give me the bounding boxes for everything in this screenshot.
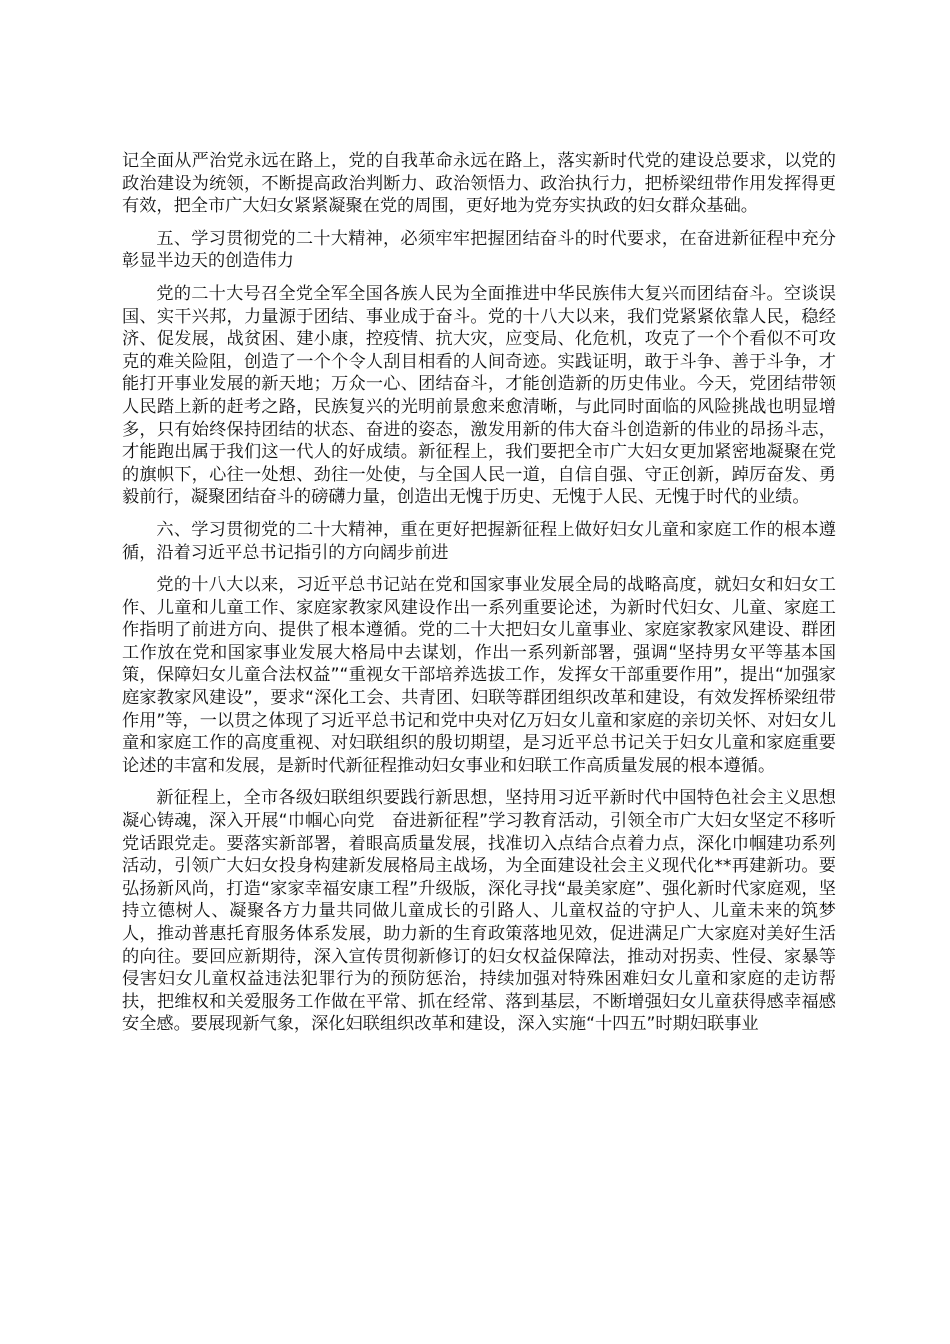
section-heading-5: 五、学习贯彻党的二十大精神，必须牢牢把握团结奋斗的时代要求，在奋进新征程中充分彰显半边天的创造伟力 <box>122 228 836 272</box>
paragraph-unity-struggle: 党的二十大号召全党全军全国各族人民为全面推进中华民族伟大复兴而团结奋斗。空谈误国、实干兴邦，力量源于团结、事业成于奋斗。党的十八大以来，我们党紧紧依靠人民，稳经济、促发展，战贫困、建小康，控疫情、抗大灾，应变局、化危机，攻克了一个个看似不可攻克的难关险阻，创造了一个个令人刮目相看的人间奇迹。实践证明，敢于斗争、善于斗争，才能打开事业发展的新天地；万众一心、团结奋斗，才能创造新的历史伟业。今天，党团结带领人民踏上新的赶考之路，民族复兴的光明前景愈来愈清晰，与此同时面临的风险挑战也明显增多，只有始终保持团结的状态、奋进的姿态，激发用新的伟大奋斗创造新的伟业的昂扬斗志，才能跑出属于我们这一代人的好成绩。新征程上，我们要把全市广大妇女更加紧密地凝聚在党的旗帜下，心往一处想、劲往一处使，与全国人民一道，自信自强、守正创新，踔厉奋发、勇毅前行，凝聚团结奋斗的磅礴力量，创造出无愧于历史、无愧于人民、无愧于时代的业绩。 <box>122 283 836 508</box>
paragraph-continuation: 记全面从严治党永远在路上，党的自我革命永远在路上，落实新时代党的建设总要求，以党的政治建设为统领，不断提高政治判断力、政治领悟力、政治执行力，把桥梁纽带作用发挥得更有效，把全市广大妇女紧紧凝聚在党的周围，更好地为党夯实执政的妇女群众基础。 <box>122 151 836 217</box>
paragraph-fundamental-principles: 党的十八大以来，习近平总书记站在党和国家事业发展全局的战略高度，就妇女和妇女工作、儿童和儿童工作、家庭家教家风建设作出一系列重要论述，为新时代妇女、儿童、家庭工作指明了前进方向、提供了根本遵循。党的二十大把妇女儿童事业、家庭家教家风建设、群团工作放在党和国家事业发展大格局中去谋划，作出一系列新部署，强调“坚持男女平等基本国策，保障妇女儿童合法权益”“重视女干部培养选拔工作，发挥女干部重要作用”，提出“加强家庭家教家风建设”，要求“深化工会、共青团、妇联等群团组织改革和建设，有效发挥桥梁纽带作用”等，一以贯之体现了习近平总书记和党中央对亿万妇女儿童和家庭的亲切关怀、对妇女儿童和家庭工作的高度重视、对妇联组织的殷切期望，是习近平总书记关于妇女儿童和家庭重要论述的丰富和发展，是新时代新征程推动妇女事业和妇联工作高质量发展的根本遵循。 <box>122 575 836 776</box>
document-page <box>122 150 836 1046</box>
paragraph-new-journey: 新征程上，全市各级妇联组织要践行新思想，坚持用习近平新时代中国特色社会主义思想凝心铸魂，深入开展“巾帼心向党 奋进新征程”学习教育活动，引领全市广大妇女坚定不移听党话跟党走。要落实新部署，着眼高质量发展，找准切入点结合点着力点，深化巾帼建功系列活动，引领广大妇女投身构建新发展格局主战场，为全面建设社会主义现代化**再建新功。要弘扬新风尚，打造“家家幸福安康工程”升级版，深化寻找“最美家庭”、强化新时代家庭观，坚持立德树人、凝聚各方力量共同做儿童成长的引路人、儿童权益的守护人、儿童未来的筑梦人，推动普惠托育服务体系发展，助力新的生育政策落地见效，促进满足广大家庭对美好生活的向往。要回应新期待，深入宣传贯彻新修订的妇女权益保障法，推动对拐卖、性侵、家暴等侵害妇女儿童权益违法犯罪行为的预防惩治，持续加强对特殊困难妇女儿童和家庭的走访帮扶，把维权和关爱服务工作做在平常、抓在经常、落到基层，不断增强妇女儿童获得感幸福感安全感。要展现新气象，深化妇联组织改革和建设，深入实施“十四五”时期妇联事业 <box>122 788 836 1035</box>
section-heading-6: 六、学习贯彻党的二十大精神，重在更好把握新征程上做好妇女儿童和家庭工作的根本遵循，沿着习近平总书记指引的方向阔步前进 <box>122 519 836 563</box>
